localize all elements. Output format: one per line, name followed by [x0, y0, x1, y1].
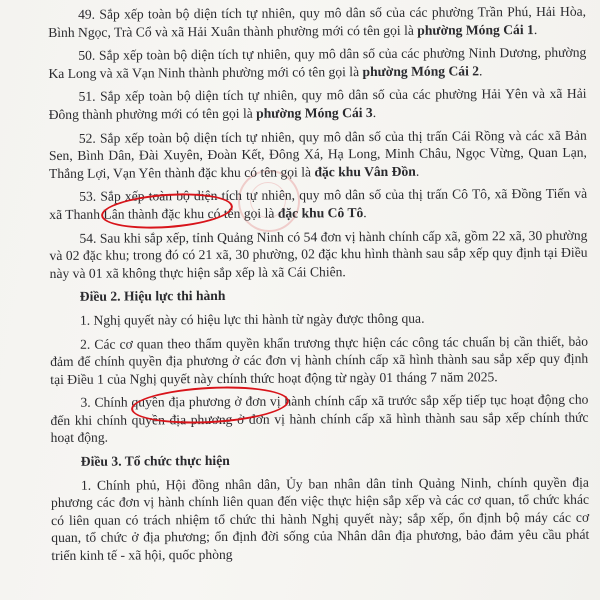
- text: .: [478, 63, 483, 79]
- text: 52. Sắp xếp toàn bộ diện tích tự nhiên, quy mô dân số của thị trấn Cái Rồng và các xã Bản Sen, Bình Dân, Đài Xuyên, Đoàn Kết, Đông Xá, Hạ Long, Minh Châu, Ngọc Vừng, Quan Lạn, Thắng Lợi, Vạn Yên thành đặc khu có tên gọi là: [48, 127, 587, 181]
- paragraph-a2p1: [50, 309, 588, 330]
- paragraph-a3p1: [51, 473, 590, 564]
- text: 1. Nghị quyết này có hiệu lực thi hành từ ngày được thông qua.: [79, 310, 425, 328]
- article1-items: [48, 3, 588, 283]
- text: .: [415, 163, 420, 179]
- paragraph-p52: [49, 126, 587, 182]
- article2-heading: Điều 2. Hiệu lực thi hành: [79, 288, 226, 305]
- bold-text: phường Móng Cái 3: [256, 104, 373, 121]
- text: .: [533, 21, 538, 37]
- text: 3. Chính quyền địa phương ở đơn vị hành chính cấp xã trước sắp xếp tiếp tục hoạt động cho đến khi chính quyền địa phương ở đơn vị hành chính cấp xã hình thành sau sắp xếp chính thức hoạt động.: [50, 391, 589, 446]
- text: 51. Sắp xếp toàn bộ diện tích tự nhiên, quy mô dân số của các phường Hải Yên và xã Hải Đông thành phường mới có tên gọi là: [48, 86, 587, 122]
- article3-items: [51, 473, 590, 564]
- text: 49. Sắp xếp toàn bộ diện tích tự nhiên, quy mô dân số của các phường Trần Phú, Hải Hòa, Bình Ngọc, Trà Cổ và xã Hải Xuân thành phường mới có tên gọi là: [48, 3, 587, 40]
- text: 53. Sắp xếp toàn bộ diện tích tự nhiên, quy mô dân số của thị trấn Cô Tô, xã Đồng Tiến và xã Thanh Lân thành đặc khu có tên gọi là: [49, 186, 588, 222]
- paragraph-p50: [48, 44, 586, 82]
- bold-text: phường Móng Cái 2: [362, 63, 480, 79]
- text: .: [372, 104, 377, 120]
- bold-text: phường Móng Cái 1: [417, 21, 534, 38]
- bold-text: đặc khu Cô Tô: [277, 205, 364, 221]
- paragraph-p49: [48, 3, 586, 41]
- article2-items: [50, 309, 589, 447]
- article3-heading: Điều 3. Tổ chức thực hiện: [80, 452, 230, 469]
- text: 1. Chính phủ, Hội đồng nhân dân, Ủy ban nhân dân tỉnh Quảng Ninh, chính quyền địa phương các đơn vị hành chính liên quan đến việc thực hiện sắp xếp và các cơ quan, tổ chức khác có liên quan có trách nhiệm tổ chức thi hành Nghị quyết này; sắp xếp, ổn định bộ máy các cơ quan, tổ chức ở địa phương; ổn định đời sống của Nhân dân địa phương, bảo đảm yêu cầu phát triển kinh tế - xã hội, quốc phòng: [50, 474, 590, 564]
- paragraph-p54: [49, 226, 587, 282]
- paragraph-a2p2: [50, 332, 588, 388]
- paragraph-a2p3: [50, 391, 588, 447]
- paragraph-p53: [49, 185, 587, 223]
- paragraph-p51: [49, 85, 587, 123]
- text: 54. Sau khi sắp xếp, tỉnh Quảng Ninh có 54 đơn vị hành chính cấp xã, gồm 22 xã, 30 phường và 02 đặc khu; trong đó có 21 xã, 30 phường, 02 đặc khu hình thành sau sắp xếp quy định tại Điều này và 01 xã không thực hiện sắp xếp là xã Cái Chiên.: [49, 227, 588, 281]
- document-body: [48, 3, 589, 571]
- text: 2. Các cơ quan theo thẩm quyền khẩn trương thực hiện các công tác chuẩn bị cần thiết, bảo đảm để chính quyền địa phương ở các đơn vị hành chính cấp xã hình thành sau sắp xếp quy định tại Điều 1 của Nghị quyết này chính thức hoạt động từ ngày 01 tháng 7 năm 2025.: [50, 333, 589, 387]
- text: .: [363, 204, 367, 221]
- text: 50. Sắp xếp toàn bộ diện tích tự nhiên, quy mô dân số của các phường Ninh Dương, phường Ka Long và xã Vạn Ninh thành phường mới có tên gọi là: [48, 44, 587, 81]
- bold-text: đặc khu Vân Đồn: [314, 163, 416, 180]
